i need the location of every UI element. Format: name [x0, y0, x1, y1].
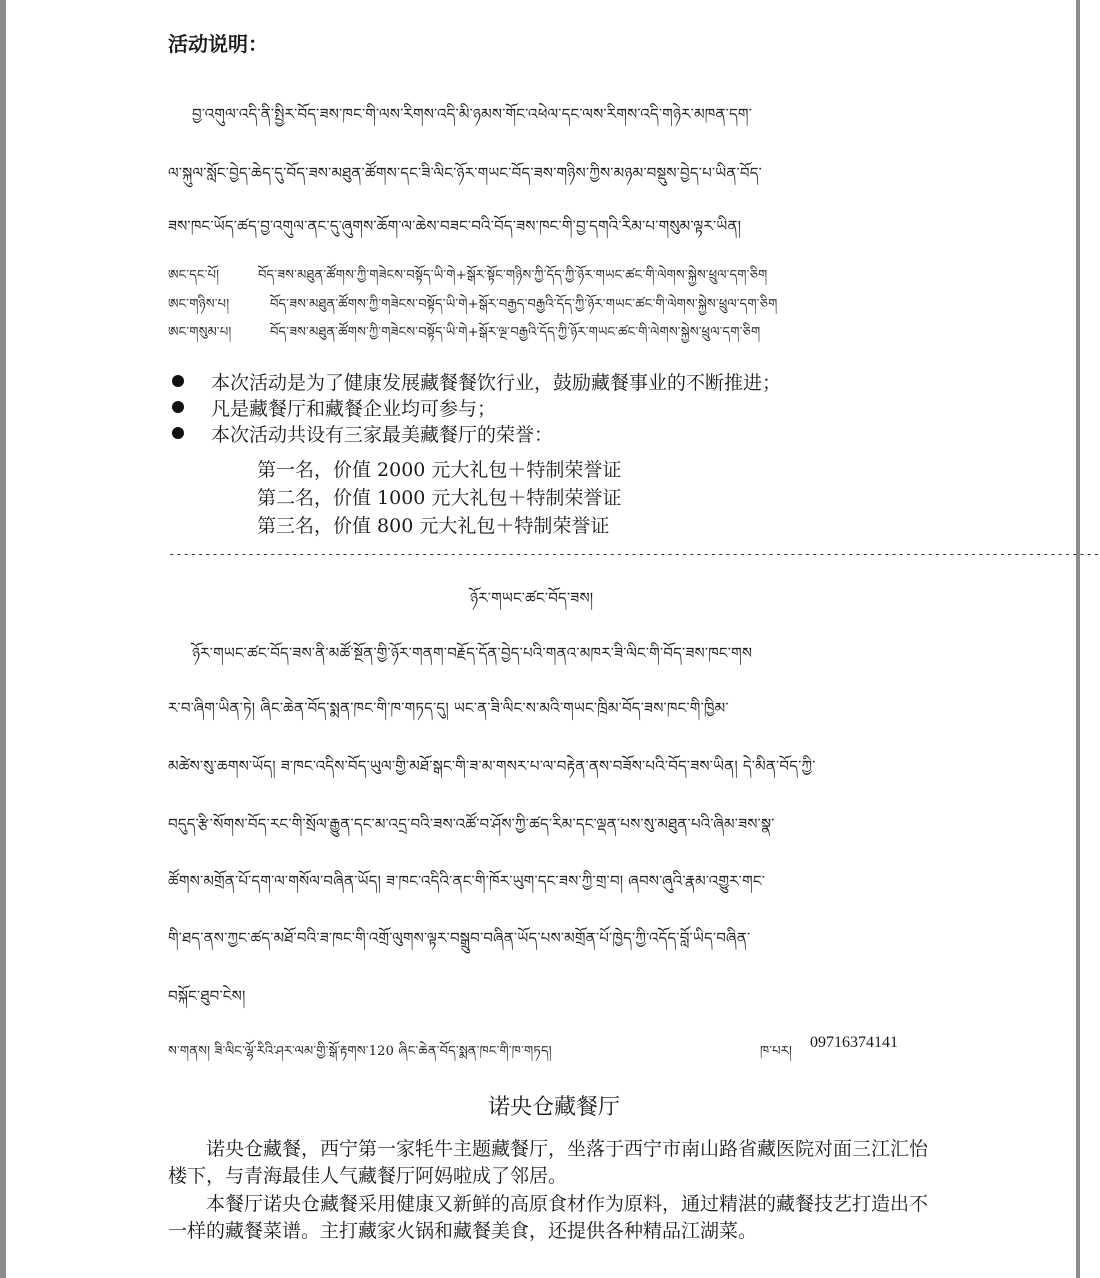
restaurant-title: 诺央仓藏餐厅 [488, 1095, 621, 1120]
tibetan-prize-text: བོད་ཟས་མཐུན་ཚོགས་ཀྱི་གཟེངས་བསྟོད་ཡི་གེ+སྒོར་བརྒྱད་བརྒྱའི་དོད་ཀྱི་ཉོར་གཡང་ཚང་གི་ལེགས་སྐྱེས་ཕྲུལ་དག་ཅིག [270, 297, 778, 312]
prize-line: 第二名，价值 1000 元大礼包＋特制荣誉证 [257, 487, 622, 509]
tibetan-prize-label: ཨང་གསུམ་པ། [168, 325, 232, 340]
bullet-dot-icon [172, 375, 184, 387]
bullet-text: 本次活动共设有三家最美藏餐厅的荣誉： [211, 424, 554, 446]
tibetan-section-title: ཉོར་གཡང་ཚང་བོད་ཟས། [470, 589, 594, 607]
tibetan-prize-label: ཨང་དང་པོ། [168, 268, 220, 283]
tibetan-prize-text: བོད་ཟས་མཐུན་ཚོགས་ཀྱི་གཟེངས་བསྟོད་ཡི་གེ+སྒོར་སྟོང་གཉིས་ཀྱི་དོད་ཀྱི་ཉོར་གཡང་ཚང་གི་ལེགས་སྐྱེས་ཕྲུལ་དག་ཅིག [258, 268, 768, 283]
tibetan-prize-text: བོད་ཟས་མཐུན་ཚོགས་ཀྱི་གཟེངས་བསྟོད་ཡི་གེ+སྒོར་ལྔ་བརྒྱའི་དོད་ཀྱི་ཉོར་གཡང་ཚང་གི་ལེགས་སྐྱེས་ཕྲུལ་དག་ཅིག [270, 325, 761, 340]
tibetan-intro-line: ལ་སྐུལ་སློང་བྱེད་ཆེད་དུ་བོད་ཟས་མཐུན་ཚོགས་དང་ཟི་ལིང་ཉོར་གཡང་བོད་ཟས་གཉིས་ཀྱིས་མཉམ་བསྡུས་བྱེད་པ་ཡིན་བོད་ [168, 164, 762, 182]
restaurant-description: 诺央仓藏餐，西宁第一家牦牛主题藏餐厅，坐落于西宁市南山路省藏医院对面三江汇怡楼下，与青海最佳人气藏餐厅阿妈啦成了邻居。 [168, 1138, 929, 1187]
tibetan-body-line: ཚོགས་མགྲོན་པོ་དག་ལ་གསོལ་བཞིན་ཡོད། ཟ་ཁང་འདིའི་ནང་གི་ཁོར་ཡུག་དང་ཟས་ཀྱི་གྲ་བ། ཞབས་ཞུའི་རྣམ་འགྱུར་གང་ [168, 872, 766, 890]
tibetan-body-line: ར་བ་ཞིག་ཡིན་ཏེ། ཞིང་ཆེན་བོད་སྨན་ཁང་གི་ཁ་གཏད་དུ། ཡང་ན་ཟི་ལིང་ས་མའི་གཡང་ཁྲིམ་བོད་ཟས་ཁང་གི་ཁྱིམ་ [168, 699, 729, 717]
dashed-divider: --------------------------------------------------------------------------------------------------------------------------------- [168, 547, 1100, 561]
prize-line: 第三名，价值 800 元大礼包＋特制荣誉证 [257, 515, 610, 537]
tibetan-intro-line: ཟས་ཁང་ཡོད་ཚད་བྱ་འགུལ་ནང་དུ་ཞུགས་ཆོག་ལ་ཆེས་བཟང་བའི་བོད་ཟས་ཁང་གི་བྱ་དགའི་རིམ་པ་གསུམ་ལྟར་ཡིན། [168, 217, 742, 235]
section-heading: 活动说明： [168, 32, 268, 56]
restaurant-description: 本餐厅诺央仓藏餐采用健康又新鲜的高原食材作为原料，通过精湛的藏餐技艺打造出不一样的藏餐菜谱。主打藏家火锅和藏餐美食，还提供各种精品江湖菜。 [168, 1193, 929, 1242]
tibetan-prize-label: ཨང་གཉིས་པ། [168, 297, 230, 312]
bullet-text: 凡是藏餐厅和藏餐企业均可参与； [211, 398, 497, 420]
tibetan-body-line: བདུད་རྩི་སོགས་བོད་རང་གི་སྲོལ་རྒྱུན་དང་མ་འདྲ་བའི་ཟས་འཚོ་བ་ཤོས་ཀྱི་ཚད་རིམ་དང་ལྡན་པས་སུ་མཐུན་པའི་ཞིམ་ཟས་སྣ་ [168, 815, 775, 833]
tibetan-body-line: མཚེས་སུ་ཆགས་ཡོད། ཟ་ཁང་འདིས་བོད་ཡུལ་གྱི་མཐོ་སྒང་གི་ཟ་མ་གསར་པ་ལ་བརྟེན་ནས་བཟོས་པའི་བོད་ཟས་ཡིན། དེ་མིན་བོད་ཀྱི་ [168, 757, 816, 775]
tibetan-body-line: བསྐོང་ཐུབ་ངེས། [168, 987, 246, 1005]
tibetan-body-line: ཉོར་གཡང་ཚང་བོད་ཟས་ནི་མཚོ་སྔོན་གྱི་ཉོར་གནག་བརྗོད་དོན་བྱེད་པའི་གནའ་མཁར་ཟི་ལིང་གི་བོད་ཟས་ཁང་གས [192, 644, 753, 662]
phone-label: ཁ་པར། [760, 1044, 793, 1059]
phone-number: 09716374141 [810, 1034, 898, 1051]
tibetan-body-line: གི་ཐད་ནས་ཀྱང་ཚད་མཐོ་བའི་ཟ་ཁང་གི་འགྲོ་ལུགས་ལྟར་བསྒྲུབ་བཞིན་ཡོད་པས་མགྲོན་པོ་ཁྱེད་ཀྱི་འདོད་བློ་ཡིད་བཞིན་ [168, 929, 751, 947]
prize-line: 第一名，价值 2000 元大礼包＋特制荣誉证 [257, 459, 622, 481]
address-text: ས་གནས། ཟི་ལིང་ལྷོ་རིའི་ཤར་ལམ་གྱི་སྒོ་རྟགས་120 ཞིང་ཆེན་བོད་སྨན་ཁང་གི་ཁ་གཏད། [168, 1044, 552, 1059]
bullet-dot-icon [172, 427, 184, 439]
bullet-text: 本次活动是为了健康发展藏餐餐饮行业，鼓励藏餐事业的不断推进； [211, 372, 782, 394]
bullet-dot-icon [172, 401, 184, 413]
tibetan-intro-line: བྱ་འགུལ་འདི་ནི་སྤྱིར་བོད་ཟས་ཁང་གི་ལས་རིགས་འདི་མི་ཉམས་གོང་འཕེལ་དང་ལས་རིགས་འདི་གཉེར་མཁན་དག་ [192, 105, 753, 123]
